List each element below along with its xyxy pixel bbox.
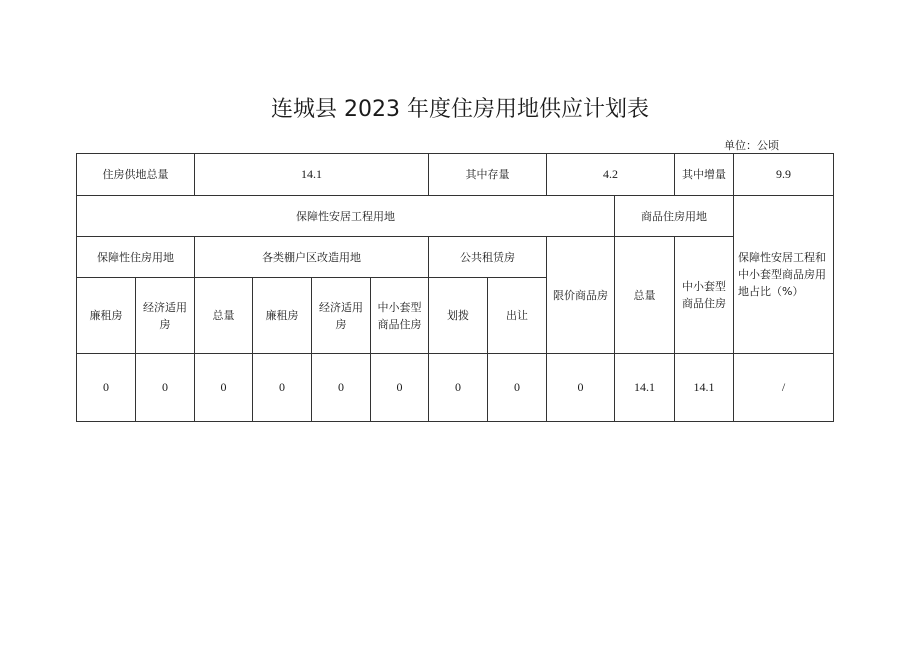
commercial-total-value: 14.1 <box>615 354 675 422</box>
total-supply-value: 14.1 <box>195 154 429 196</box>
small-medium-value: 14.1 <box>675 354 734 422</box>
low-rent-value: 0 <box>77 354 136 422</box>
economical-value: 0 <box>136 354 195 422</box>
affordable-housing-header: 保障性住房用地 <box>77 237 195 278</box>
affordable-project-header: 保障性安居工程用地 <box>77 196 615 237</box>
group-header-row <box>77 196 834 237</box>
shanty-economical-value: 0 <box>312 354 371 422</box>
public-rental-header: 公共租赁房 <box>429 237 547 278</box>
stock-value: 4.2 <box>547 154 675 196</box>
increment-value: 9.9 <box>734 154 834 196</box>
low-rent-header: 廉租房 <box>77 278 136 354</box>
shanty-economical-header: 经济适用房 <box>312 278 371 354</box>
allocation-value: 0 <box>429 354 488 422</box>
commercial-housing-header: 商品住房用地 <box>615 196 734 237</box>
shanty-low-rent-header: 廉租房 <box>253 278 312 354</box>
ratio-header: 保障性安居工程和中小套型商品房用地占比（%） <box>734 196 834 354</box>
page-title: 连城县 2023 年度住房用地供应计划表 <box>271 97 649 122</box>
price-limited-value: 0 <box>547 354 615 422</box>
values-row <box>77 354 834 422</box>
unit-label: 单位：公顷 <box>724 139 779 152</box>
summary-row <box>77 154 834 196</box>
commercial-total-header: 总量 <box>615 237 675 354</box>
economical-header: 经济适用房 <box>136 278 195 354</box>
allocation-header: 划拨 <box>429 278 488 354</box>
transfer-value: 0 <box>488 354 547 422</box>
ratio-value: / <box>734 354 834 422</box>
shanty-small-medium-header: 中小套型商品住房 <box>371 278 429 354</box>
subgroup-header-row <box>77 237 834 278</box>
price-limited-header: 限价商品房 <box>547 237 615 354</box>
small-medium-header: 中小套型商品住房 <box>675 237 734 354</box>
total-supply-label: 住房供地总量 <box>77 154 195 196</box>
shantytown-header: 各类棚户区改造用地 <box>195 237 429 278</box>
shanty-small-medium-value: 0 <box>371 354 429 422</box>
stock-label: 其中存量 <box>429 154 547 196</box>
shanty-total-value: 0 <box>195 354 253 422</box>
increment-label: 其中增量 <box>675 154 734 196</box>
housing-land-supply-table <box>76 153 834 422</box>
transfer-header: 出让 <box>488 278 547 354</box>
shanty-low-rent-value: 0 <box>253 354 312 422</box>
shanty-total-header: 总量 <box>195 278 253 354</box>
